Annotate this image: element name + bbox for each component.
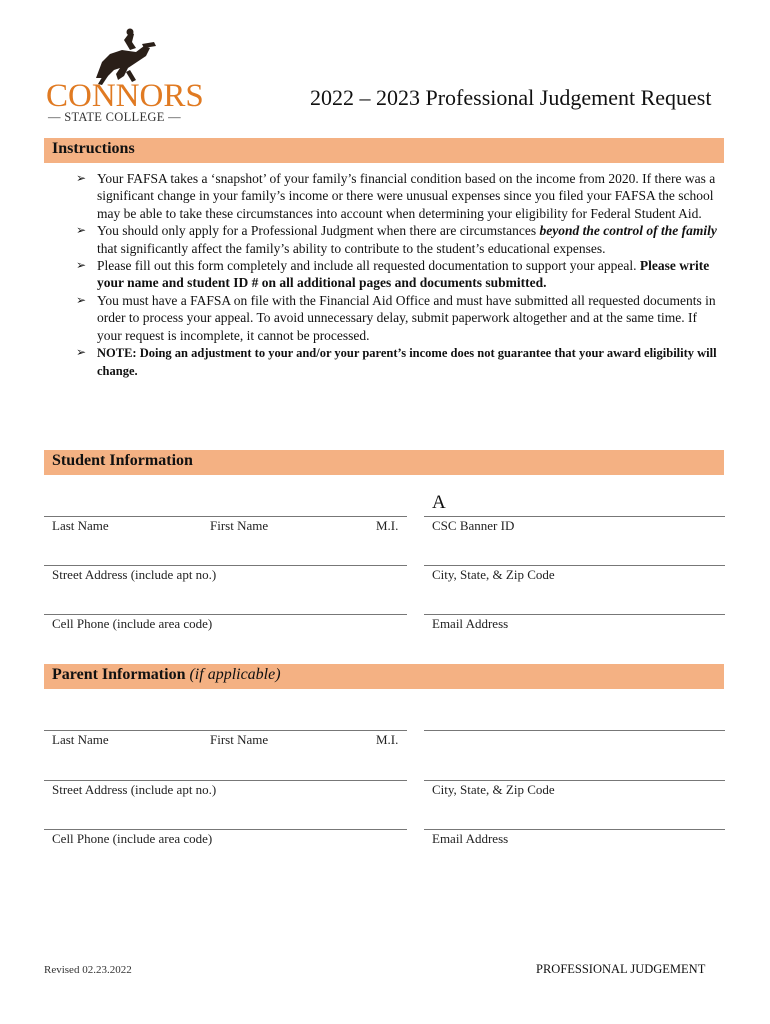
student-mi-label: M.I. bbox=[376, 518, 399, 533]
parent-info-note: (if applicable) bbox=[189, 666, 281, 683]
arrow-bullet-icon: ➢ bbox=[76, 292, 87, 307]
student-city-label: City, State, & Zip Code bbox=[432, 567, 555, 582]
student-city-field[interactable] bbox=[424, 565, 725, 566]
list-item: ➢ You should only apply for a Professional Judgment when there are circumstances beyond the control of the family that significantly affect the family’s ability to contribute to the student’s educational expenses. bbox=[76, 223, 717, 256]
page-title: 2022 – 2023 Professional Judgement Request bbox=[310, 85, 712, 110]
list-item: ➢ Your FAFSA takes a ‘snapshot’ of your family’s financial condition based on the income from 2020. If there was a significant change in your family’s income or there were unusual expenses since you filed your FAFSA the school may be able to take these circumstances into account when determining your eligibility for Federal Student Aid. bbox=[76, 171, 716, 221]
banner-id-value[interactable]: A bbox=[432, 492, 446, 513]
parent-last-name-label: Last Name bbox=[52, 732, 109, 747]
parent-info-heading: Parent Information bbox=[52, 666, 186, 683]
revised-date: Revised 02.23.2022 bbox=[44, 964, 132, 976]
parent-phone-label: Cell Phone (include area code) bbox=[52, 831, 213, 846]
parent-name-field[interactable] bbox=[44, 730, 407, 731]
student-last-name-label: Last Name bbox=[52, 518, 109, 533]
student-info-header-bar bbox=[44, 450, 724, 475]
parent-info-header-bar bbox=[44, 664, 724, 689]
student-email-field[interactable] bbox=[424, 614, 725, 615]
list-item: ➢ Please fill out this form completely and include all requested documentation to support your appeal. Please write your name and student ID # on all additional pages and documents submitted. bbox=[76, 258, 710, 291]
arrow-bullet-icon: ➢ bbox=[76, 223, 87, 238]
student-street-field[interactable] bbox=[44, 565, 407, 566]
list-item: ➢ You must have a FAFSA on file with the Financial Aid Office and must have submitted all requested documents in order to process your appeal. To avoid unnecessary delay, submit paperwork altogether and at the same time. If your request is incomplete, it cannot be processed. bbox=[76, 292, 716, 343]
parent-email-field[interactable] bbox=[424, 829, 725, 830]
student-first-name-label: First Name bbox=[210, 518, 269, 533]
logo-brand-text: CONNORS bbox=[46, 78, 204, 114]
instructions-heading: Instructions bbox=[52, 140, 135, 157]
student-phone-field[interactable] bbox=[44, 614, 407, 615]
student-phone-label: Cell Phone (include area code) bbox=[52, 616, 213, 631]
arrow-bullet-icon: ➢ bbox=[76, 345, 87, 360]
arrow-bullet-icon: ➢ bbox=[76, 258, 87, 273]
instructions-header-bar bbox=[44, 138, 724, 163]
instructions-list bbox=[76, 170, 721, 381]
student-info-heading: Student Information bbox=[52, 452, 193, 469]
logo-subtitle: — STATE COLLEGE — bbox=[48, 110, 181, 124]
parent-email-label: Email Address bbox=[432, 831, 509, 846]
student-street-label: Street Address (include apt no.) bbox=[52, 567, 217, 582]
student-email-label: Email Address bbox=[432, 616, 509, 631]
parent-city-field[interactable] bbox=[424, 780, 725, 781]
parent-street-label: Street Address (include apt no.) bbox=[52, 782, 217, 797]
parent-first-name-label: First Name bbox=[210, 732, 269, 747]
arrow-bullet-icon: ➢ bbox=[76, 171, 87, 185]
parent-extra-field[interactable] bbox=[424, 730, 725, 731]
parent-city-label: City, State, & Zip Code bbox=[432, 782, 555, 797]
footer-label: PROFESSIONAL JUDGEMENT bbox=[536, 962, 706, 976]
student-banner-id-label: CSC Banner ID bbox=[432, 518, 515, 533]
parent-street-field[interactable] bbox=[44, 780, 407, 781]
student-banner-id-field[interactable] bbox=[424, 516, 725, 517]
parent-mi-label: M.I. bbox=[376, 732, 399, 747]
list-item: ➢ NOTE: Doing an adjustment to your and/or your parent’s income does not guarantee that your award eligibility will change. bbox=[76, 345, 717, 379]
student-name-field[interactable] bbox=[44, 516, 407, 517]
parent-phone-field[interactable] bbox=[44, 829, 407, 830]
